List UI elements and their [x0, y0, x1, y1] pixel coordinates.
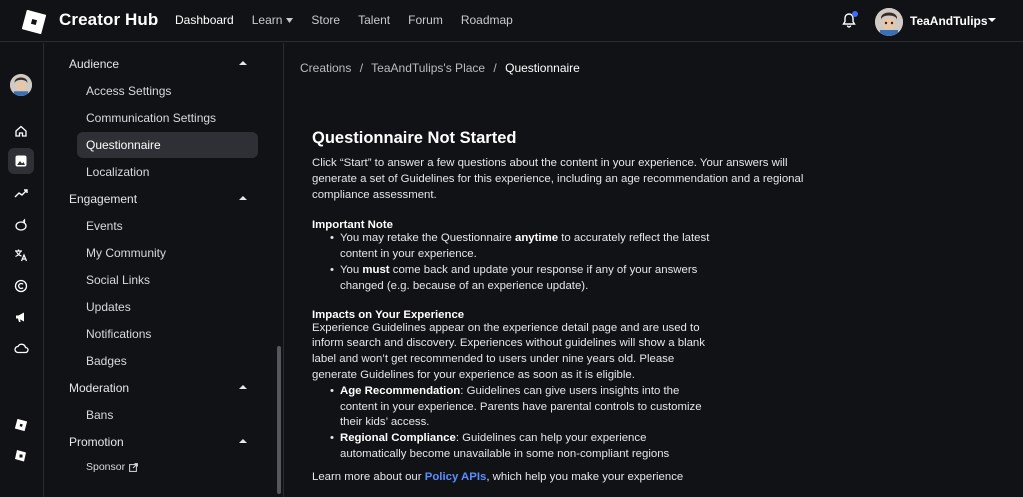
- note-2-bold: must: [362, 263, 390, 276]
- impacts-list: [324, 384, 714, 463]
- sidebar-item-localization[interactable]: Localization: [86, 165, 150, 179]
- sidebar-item-events[interactable]: Events: [86, 219, 123, 233]
- regional-compliance-text: : Guidelines can help your experience automatically become unavailable in some non-compliant regions: [340, 432, 670, 460]
- nav-store[interactable]: Store: [311, 13, 341, 27]
- list-item: [324, 231, 714, 263]
- cloud-icon[interactable]: [11, 338, 31, 358]
- breadcrumb-current: Questionnaire: [505, 61, 580, 75]
- breadcrumb-separator: /: [493, 61, 497, 75]
- icon-rail: [0, 43, 44, 497]
- chevron-down-icon: [286, 18, 293, 23]
- sidebar-item-badges[interactable]: Badges: [86, 354, 127, 368]
- top-bar: [0, 0, 1023, 42]
- avatar[interactable]: [10, 74, 32, 96]
- note-1-bold: anytime: [514, 232, 559, 245]
- learn-more-suffix: , which help you make your experience: [486, 470, 684, 483]
- list-item: [324, 431, 714, 463]
- external-link-icon: [129, 463, 138, 472]
- sidebar: [45, 43, 284, 497]
- nav-learn-label: Learn: [251, 13, 283, 27]
- sidebar-scrollbar[interactable]: [277, 346, 281, 494]
- home-icon[interactable]: [11, 121, 31, 141]
- roblox-studio-icon[interactable]: [11, 415, 31, 435]
- page-title: Questionnaire Not Started: [312, 129, 517, 147]
- breadcrumb: [300, 61, 580, 75]
- sidebar-item-social-links[interactable]: Social Links: [86, 273, 151, 287]
- learn-more-text: [312, 470, 832, 486]
- impacts-heading: Impacts on Your Experience: [312, 308, 465, 321]
- sidebar-item-communication-settings[interactable]: Communication Settings: [86, 111, 217, 125]
- sidebar-item-questionnaire[interactable]: Questionnaire: [86, 138, 161, 152]
- intro-text: Click “Start” to answer a few questions about the content in your experience. Your answers will generate a set of Guidelines for this experience, including an age recommendation and a regional compliance assessment.: [312, 157, 804, 201]
- sidebar-group-audience[interactable]: Audience: [69, 57, 120, 71]
- analytics-icon[interactable]: [11, 183, 31, 203]
- chevron-up-icon[interactable]: [239, 60, 247, 66]
- creations-icon[interactable]: [8, 148, 34, 174]
- nav-learn[interactable]: [252, 13, 294, 27]
- chevron-up-icon[interactable]: [239, 384, 247, 390]
- impacts-text: Experience Guidelines appear on the experience detail page and are used to inform search and discovery. Experiences without guidelines will show a blank label and won’t get recommended to users under nine years old. Please generate Guidelines for your experience as soon as it is eligible.: [312, 321, 705, 381]
- copyright-icon[interactable]: [11, 276, 31, 296]
- age-recommendation-label: Age Recommendation: [340, 384, 461, 397]
- main-content: [312, 129, 832, 486]
- nav-dashboard[interactable]: Dashboard: [175, 13, 234, 27]
- list-item: [324, 384, 714, 431]
- roblox-app-icon[interactable]: [11, 446, 31, 466]
- chevron-up-icon[interactable]: [239, 438, 247, 444]
- note-2-text: You: [340, 263, 363, 276]
- sidebar-item-sponsor-label: Sponsor: [86, 461, 126, 473]
- important-note-list: [324, 231, 714, 294]
- roblox-logo-icon[interactable]: [22, 10, 46, 34]
- sidebar-group-promotion[interactable]: Promotion: [69, 435, 124, 449]
- brand-title[interactable]: Creator Hub: [59, 10, 159, 29]
- notification-dot: [852, 11, 858, 17]
- sidebar-item-bans[interactable]: Bans: [86, 408, 114, 422]
- note-1-text-end: to accurately reflect the latest content in your experience.: [340, 232, 710, 261]
- learn-more-prefix: Learn more about our: [312, 470, 425, 483]
- policy-apis-link[interactable]: Policy APIs: [424, 470, 487, 483]
- breadcrumb-place[interactable]: TeaAndTulips's Place: [371, 61, 486, 75]
- sidebar-item-access-settings[interactable]: Access Settings: [86, 84, 172, 98]
- sidebar-item-updates[interactable]: Updates: [86, 300, 131, 314]
- chevron-down-icon[interactable]: [988, 16, 996, 24]
- username[interactable]: TeaAndTulips: [910, 14, 988, 28]
- note-1-text: You may retake the Questionnaire: [340, 232, 515, 245]
- sidebar-group-moderation[interactable]: Moderation: [69, 381, 130, 395]
- note-2-text-end: come back and update your response if any of your answers changed (e.g. because of an experience update).: [340, 263, 698, 292]
- monetization-icon[interactable]: [11, 215, 31, 235]
- nav-forum[interactable]: Forum: [408, 13, 443, 27]
- important-note-heading: Important Note: [312, 219, 393, 232]
- list-item: [324, 263, 714, 295]
- sidebar-item-my-community[interactable]: My Community: [86, 246, 167, 260]
- sidebar-item-notifications[interactable]: Notifications: [86, 327, 152, 341]
- sidebar-item-sponsor[interactable]: [86, 461, 138, 473]
- avatar[interactable]: [875, 8, 903, 36]
- nav-talent[interactable]: Talent: [358, 13, 391, 27]
- main-nav: [175, 13, 531, 27]
- breadcrumb-separator: /: [359, 61, 364, 75]
- sidebar-group-engagement[interactable]: Engagement: [69, 192, 138, 206]
- translate-icon[interactable]: [11, 245, 31, 265]
- chevron-up-icon[interactable]: [239, 195, 247, 201]
- age-recommendation-text: : Guidelines can give users insights into the content in your experience. Parents have parental controls to customize their kids’ access.: [340, 384, 702, 429]
- regional-compliance-label: Regional Compliance: [340, 432, 456, 445]
- nav-roadmap[interactable]: Roadmap: [460, 13, 513, 27]
- megaphone-icon[interactable]: [11, 307, 31, 327]
- breadcrumb-creations[interactable]: Creations: [300, 61, 352, 75]
